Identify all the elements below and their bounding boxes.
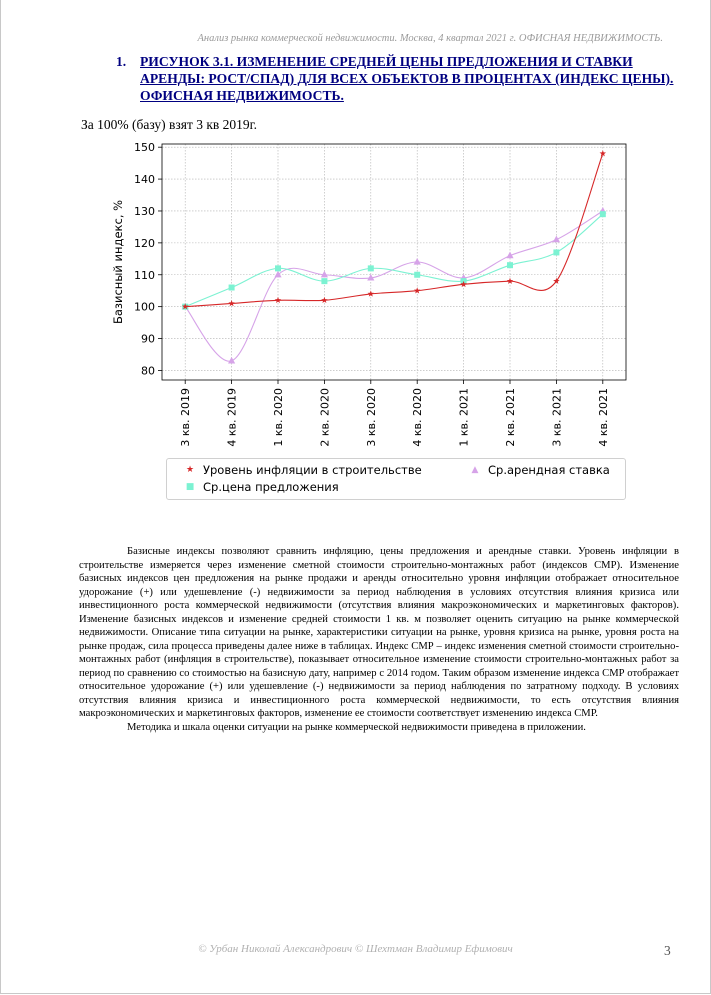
figure-title [116, 53, 676, 104]
body-paragraph: Методика и шкала оценки ситуации на рынке коммерческой недвижимости приведена в приложении. [127, 721, 586, 733]
data-point [228, 300, 234, 306]
x-tick-label: 3 кв. 2019 [179, 388, 193, 447]
triangle-marker-icon: ▲ [471, 465, 479, 475]
legend-item-inflation [177, 463, 422, 477]
figure-title-text: РИСУНОК 3.1. ИЗМЕНЕНИЕ СРЕДНЕЙ ЦЕНЫ ПРЕДЛОЖЕНИЯ И СТАВКИ АРЕНДЫ: РОСТ/СПАД) ДЛЯ ВСЕХ ОБЪЕКТОВ В ПРОЦЕНТАХ (ИНДЕКС ЦЕНЫ). ОФИСНАЯ НЕДВИЖИМОСТЬ. [140, 54, 674, 103]
star-marker-icon: ★ [185, 465, 195, 475]
legend-item-rent [462, 463, 610, 477]
data-point [321, 278, 327, 284]
data-point [507, 262, 513, 268]
y-tick-label: 110 [134, 268, 155, 282]
data-point [600, 211, 606, 217]
body-text [79, 545, 679, 734]
y-tick-label: 100 [134, 300, 155, 314]
data-point [228, 357, 235, 364]
data-point [368, 265, 374, 271]
x-tick-label: 3 кв. 2021 [550, 388, 564, 447]
data-point [321, 297, 327, 303]
y-tick-label: 120 [134, 236, 155, 250]
y-axis-ticks [134, 141, 162, 377]
legend-item-offer-price [177, 480, 339, 494]
data-point [275, 297, 281, 303]
page-number: 3 [664, 943, 671, 958]
x-tick-label: 4 кв. 2021 [596, 388, 610, 447]
data-point [600, 150, 606, 156]
x-tick-label: 1 кв. 2021 [457, 388, 471, 447]
data-point [274, 271, 281, 278]
data-point [553, 249, 559, 255]
chart-legend [166, 458, 626, 500]
running-header: Анализ рынка коммерческой недвижимости. Москва, 4 квартал 2021 г. ОФИСНАЯ НЕДВИЖИМОСТЬ. [197, 33, 663, 44]
series-2 [182, 211, 606, 309]
chart-grid [162, 144, 626, 380]
base-note: За 100% (базу) взят 3 кв 2019г. [81, 117, 258, 132]
x-tick-label: 2 кв. 2021 [504, 388, 517, 447]
x-tick-label: 4 кв. 2019 [225, 388, 239, 447]
figure-number: 1. [116, 54, 127, 69]
data-point [229, 285, 235, 291]
chart [100, 136, 640, 506]
legend-label: Уровень инфляции в строительстве [203, 463, 422, 477]
y-tick-label: 150 [134, 141, 155, 155]
series-line [185, 154, 603, 307]
y-tick-label: 130 [134, 204, 155, 218]
footer-authors: © Урбан Николай Александрович © Шехтман Владимир Ефимович [198, 943, 513, 955]
data-point [414, 258, 421, 265]
x-tick-label: 3 кв. 2020 [364, 388, 378, 447]
body-paragraph: Базисные индексы позволяют сравнить инфляцию, цены предложения и арендные ставки. Уровень инфляции в строительстве измеряется через изменение сметной стоимости строительно-монтажных работ (индексов СМР). Изменение базисных индексов цен предложения на рынке продажи и аренды относительно уровня инфляции отображает относительное удорожание (+) или удешевление (-) недвижимости за период наблюдения в условиях отсутствия влияния кризиса или инвестиционного роста коммерческой недвижимости (отсутствия влияния макроэкономических и маркетинговых факторов). Изменение базисных индексов и изменение средней стоимости 1 кв. м позволяет оценить ситуацию на рынке коммерческой недвижимости. Описание типа ситуации на рынке, характеристики ситуации на рынке, уровня кризиса на рынке, уровня роста на рынке продаж, сила процесса приведены далее ниже в таблицах. Индекс СМР – индекс изменения сметной стоимости строительно-монтажных работ (инфляция в строительстве), показывает относительное изменение стоимости строительно-монтажных работ за период по сравнению со стоимостью на базисную дату, например с 2014 годом. Таким образом изменение индекса СМР отображает относительное удорожание (+) или удешевление (-) недвижимости за период наблюдения по затратному подходу. В условиях отсутствия влияния кризиса и инвестиционного роста коммерческой недвижимости, то есть отсутствия влияния макроэкономических и маркетинговых факторов, изменение ее стоимости соответствует изменению индекса СМР. [79, 546, 679, 719]
legend-label: Ср.цена предложения [203, 480, 339, 494]
x-tick-label: 4 кв. 2020 [411, 388, 425, 447]
y-tick-label: 90 [141, 332, 155, 346]
y-tick-label: 80 [141, 364, 155, 378]
y-tick-label: 140 [134, 173, 155, 187]
data-point [275, 265, 281, 271]
x-axis-ticks [179, 380, 610, 447]
square-marker-icon: ■ [185, 482, 195, 492]
data-point [414, 287, 420, 293]
x-tick-label: 2 кв. 2020 [318, 388, 332, 447]
data-point [368, 290, 374, 296]
chart-series [182, 150, 607, 363]
legend-label: Ср.арендная ставка [488, 463, 610, 477]
series-0 [182, 150, 606, 309]
x-tick-label: 1 кв. 2020 [272, 388, 285, 447]
series-1 [182, 207, 607, 363]
chart-svg [100, 136, 640, 456]
data-point [414, 272, 420, 278]
y-axis-label: Базисный индекс, % [111, 199, 125, 325]
